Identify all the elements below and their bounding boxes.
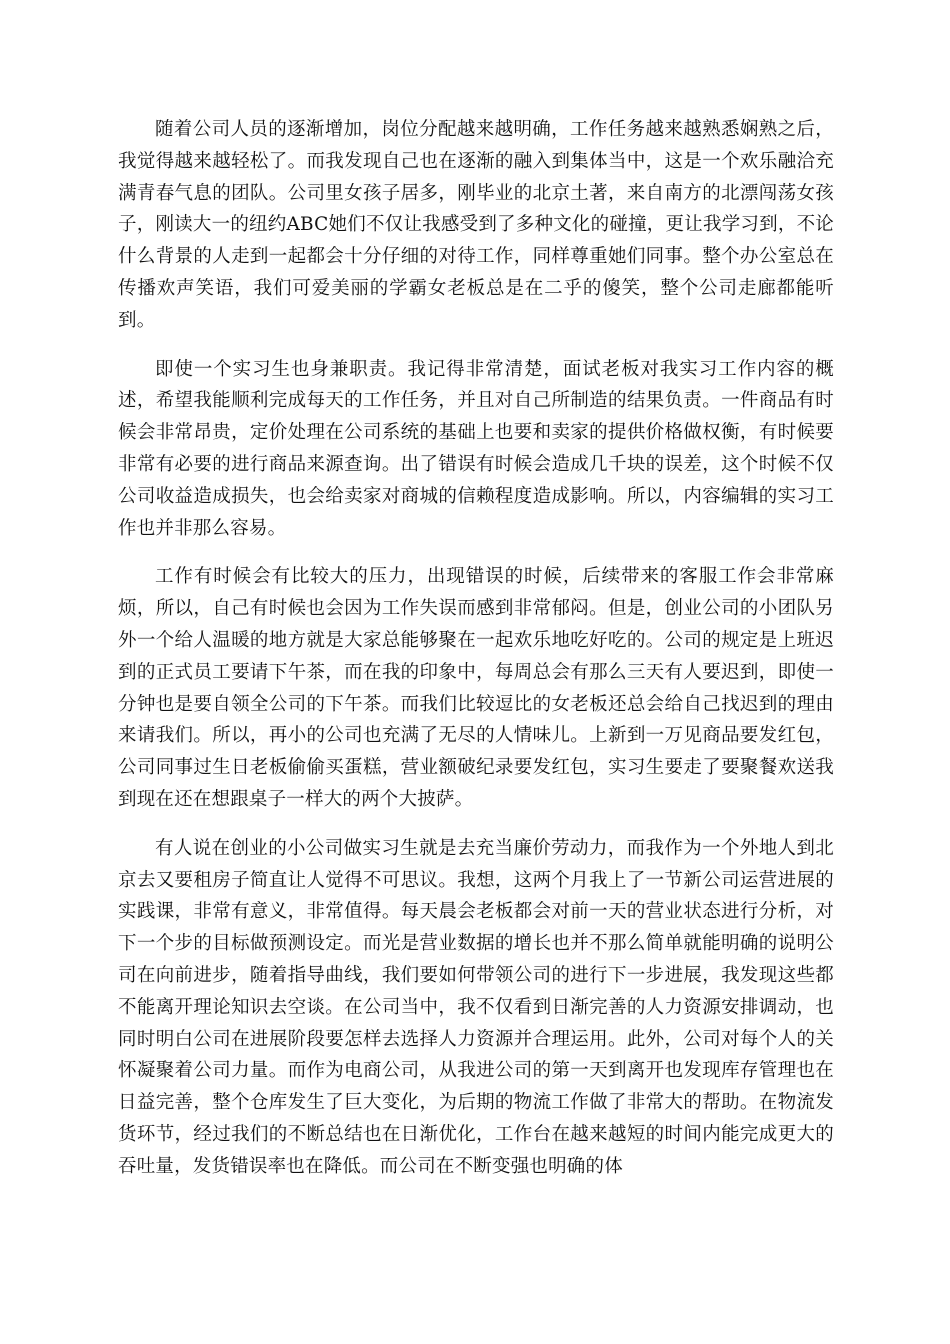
paragraph-4: 有人说在创业的小公司做实习生就是去充当廉价劳动力，而我作为一个外地人到北京去又要租房子简直让人觉得不可思议。我想，这两个月我上了一节新公司运营进展的实践课，非常有意义，非常值得。每天晨会老板都会对前一天的营业状态进行分析，对下一个步的目标做预测设定。而光是营业数据的增长也并不那么简单就能明确的说明公司在向前进步，随着指导曲线，我们要如何带领公司的进行下一步进展，我发现这些都不能离开理论知识去空谈。在公司当中，我不仅看到日渐完善的人力资源安排调动，也同时明白公司在进展阶段要怎样去选择人力资源并合理运用。此外，公司对每个人的关怀凝聚着公司力量。而作为电商公司，从我进公司的第一天到离开也发现库存管理也在日益完善，整个仓库发生了巨大变化，为后期的物流工作做了非常大的帮助。在物流发货环节，经过我们的不断总结也在日渐优化，工作台在越来越短的时间内能完成更大的吞吐量，发货错误率也在降低。而公司在不断变强也明确的体 xyxy=(118,837,834,1177)
paragraph-3: 工作有时候会有比较大的压力，出现错误的时候，后续带来的客服工作会非常麻烦，所以，自己有时候也会因为工作失误而感到非常郁闷。但是，创业公司的小团队另外一个给人温暖的地方就是大家总能够聚在一起欢乐地吃好吃的。公司的规定是上班迟到的正式员工要请下午茶，而在我的印象中，每周总会有那么三天有人要迟到，即使一分钟也是要自领全公司的下午茶。而我们比较逗比的女老板还总会给自己找迟到的理由来请我们。所以，再小的公司也充满了无尽的人情味儿。上新到一万见商品要发红包，公司同事过生日老板偷偷买蛋糕，营业额破纪录要发红包，实习生要走了要聚餐欢送我到现在还在想跟桌子一样大的两个大披萨。 xyxy=(118,566,834,810)
document-page xyxy=(118,114,834,1200)
paragraph-2: 即使一个实习生也身兼职责。我记得非常清楚，面试老板对我实习工作内容的概述，希望我能顺利完成每天的工作任务，并且对自己所制造的结果负责。一件商品有时候会非常昂贵，定价处理在公司系统的基础上也要和卖家的提供价格做权衡，有时候要非常有必要的进行商品来源查询。出了错误有时候会造成几千块的误差，这个时候不仅公司收益造成损失，也会给卖家对商城的信赖程度造成影响。所以，内容编辑的实习工作也并非那么容易。 xyxy=(118,358,834,539)
paragraph-1: 随着公司人员的逐渐增加，岗位分配越来越明确，工作任务越来越熟悉娴熟之后，我觉得越来越轻松了。而我发现自己也在逐渐的融入到集体当中，这是一个欢乐融洽充满青春气息的团队。公司里女孩子居多，刚毕业的北京土著，来自南方的北漂闯荡女孩子，刚读大一的纽约ABC她们不仅让我感受到了多种文化的碰撞，更让我学习到，不论什么背景的人走到一起都会十分仔细的对待工作，同样尊重她们同事。整个办公室总在传播欢声笑语，我们可爱美丽的学霸女老板总是在二乎的傻笑，整个公司走廊都能听到。 xyxy=(118,119,834,331)
